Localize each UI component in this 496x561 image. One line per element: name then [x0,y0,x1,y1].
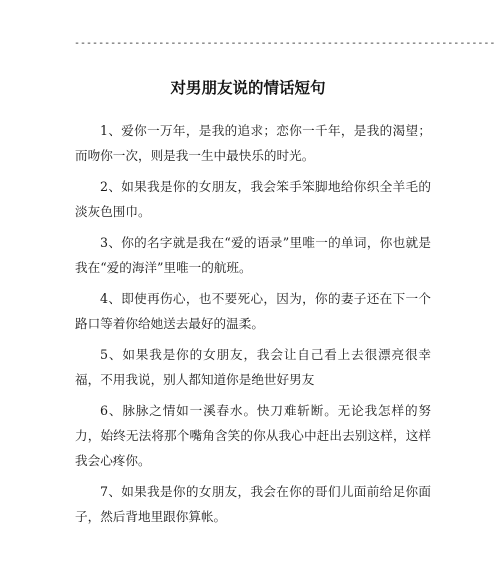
paragraph: 2、如果我是你的女朋友，我会笨手笨脚地给你织全羊毛的淡灰色围巾。 [75,179,431,219]
paragraph: 5、如果我是你的女朋友，我会让自己看上去很漂亮很幸福，不用我说，别人都知道你是绝世好男友 [75,347,431,387]
header-dashed-rule: ---------------------------------------------------------------------- [74,38,496,49]
document-body [75,118,431,535]
paragraph: 3、你的名字就是我在“爱的语录”里唯一的单词，你也就是我在“爱的海洋”里唯一的航班。 [75,235,431,275]
document-title: 对男朋友说的情话短句 [170,79,326,97]
paragraph: 1、爱你一万年，是我的追求；恋你一千年，是我的渴望；而吻你一次，则是我一生中最快乐的时光。 [75,123,431,163]
paragraph: 4、即使再伤心，也不要死心，因为，你的妻子还在下一个路口等着你给她送去最好的温柔。 [75,291,431,331]
paragraph: 6、脉脉之情如一溪春水。快刀难斩断。无论我怎样的努力，始终无法将那个嘴角含笑的你从我心中赶出去别这样，这样我会心疼你。 [75,403,431,468]
paragraph: 7、如果我是你的女朋友，我会在你的哥们儿面前给足你面子，然后背地里跟你算帐。 [75,484,431,524]
